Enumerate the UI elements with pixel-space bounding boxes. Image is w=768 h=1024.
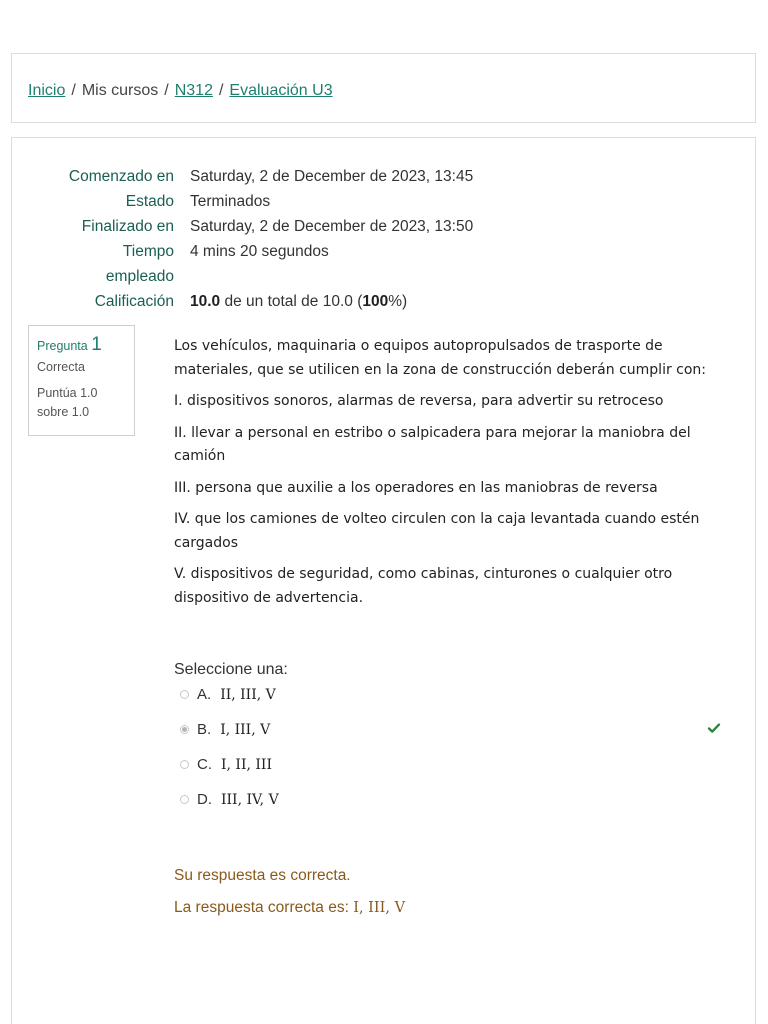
summary-row-started xyxy=(12,164,757,189)
question-info-box xyxy=(28,325,135,436)
answer-letter: A. xyxy=(197,686,212,703)
answer-options xyxy=(180,686,740,826)
question-grade xyxy=(37,384,126,422)
summary-value xyxy=(190,289,407,314)
grade-value: 10.0 xyxy=(190,293,221,310)
breadcrumb-mis-cursos: Mis cursos xyxy=(81,82,159,99)
summary-row-time-taken xyxy=(12,239,757,289)
attempt-summary-table xyxy=(12,164,757,314)
answer-option-c[interactable] xyxy=(180,756,740,791)
breadcrumb-separator: / xyxy=(218,82,224,99)
summary-label: Comenzado en xyxy=(68,168,174,185)
summary-row-grade xyxy=(12,289,757,314)
answer-letter: D. xyxy=(197,791,212,808)
question-title: Pregunta xyxy=(37,339,88,353)
answer-prompt: Seleccione una: xyxy=(174,661,288,678)
summary-label: Estado xyxy=(125,193,174,210)
grade-percent: 100 xyxy=(362,293,389,310)
radio-button[interactable] xyxy=(180,690,189,699)
summary-value: Saturday, 2 de December de 2023, 13:45 xyxy=(190,168,474,185)
summary-row-state xyxy=(12,189,757,214)
grade-text: de un total de 10.0 ( xyxy=(224,293,363,310)
summary-label-line: Tiempo xyxy=(122,243,174,260)
question-text xyxy=(174,335,714,618)
answer-text: II, III, V xyxy=(220,687,276,703)
breadcrumb-separator: / xyxy=(71,82,76,99)
breadcrumb xyxy=(28,82,333,100)
feedback-correct-value: I, III, V xyxy=(353,900,406,916)
answer-text: I, II, III xyxy=(221,757,272,773)
summary-label xyxy=(12,239,174,289)
question-item: V. dispositivos de seguridad, como cabinas, cinturones o cualquier otro dispositivo de advertencia. xyxy=(174,566,673,606)
question-item: I. dispositivos sonoros, alarmas de reversa, para advertir su retroceso xyxy=(174,393,664,409)
grade-percent-suffix: %) xyxy=(388,293,408,310)
question-number: 1 xyxy=(91,334,102,355)
summary-label: Finalizado en xyxy=(81,218,174,235)
answer-feedback xyxy=(174,860,405,924)
feedback-correct-answer xyxy=(174,892,405,924)
question-intro: Los vehículos, maquinaria o equipos autopropulsados de trasporte de materiales, que se utilicen en la zona de construcción deberán cumplir con: xyxy=(174,338,707,378)
answer-option-b[interactable] xyxy=(180,721,740,756)
feedback-result: Su respuesta es correcta. xyxy=(174,867,351,884)
summary-value: Saturday, 2 de December de 2023, 13:50 xyxy=(190,218,474,235)
check-icon xyxy=(707,721,721,735)
radio-button[interactable] xyxy=(180,760,189,769)
question-item: II. llevar a personal en estribo o salpicadera para mejorar la maniobra del camión xyxy=(174,424,691,464)
quiz-review-card xyxy=(11,137,756,1024)
radio-button-selected[interactable] xyxy=(180,725,189,734)
summary-label: Calificación xyxy=(94,293,174,310)
answer-text: III, IV, V xyxy=(221,792,279,808)
question-state: Correcta xyxy=(37,360,85,374)
question-number-label xyxy=(37,334,126,356)
question-grade-line: sobre 1.0 xyxy=(37,405,90,419)
breadcrumb-link-quiz[interactable]: Evaluación U3 xyxy=(229,82,333,99)
question-item: IV. que los camiones de volteo circulen con la caja levantada cuando estén cargados xyxy=(174,511,700,551)
breadcrumb-link-inicio[interactable]: Inicio xyxy=(28,82,66,99)
breadcrumb-separator: / xyxy=(164,82,169,99)
answer-letter: B. xyxy=(197,721,212,738)
summary-label-line: empleado xyxy=(105,268,174,285)
question-grade-line: Puntúa 1.0 xyxy=(37,386,98,400)
question-item: III. persona que auxilie a los operadores en las maniobras de reversa xyxy=(174,479,658,496)
breadcrumb-link-course[interactable]: N312 xyxy=(174,82,213,99)
feedback-correct-prefix: La respuesta correcta es: xyxy=(174,899,349,916)
breadcrumb-card xyxy=(11,53,756,123)
summary-value: Terminados xyxy=(190,193,271,210)
answer-option-a[interactable] xyxy=(180,686,740,721)
answer-letter: C. xyxy=(197,756,212,773)
summary-row-finished xyxy=(12,214,757,239)
radio-button[interactable] xyxy=(180,795,189,804)
answer-option-d[interactable] xyxy=(180,791,740,826)
summary-value: 4 mins 20 segundos xyxy=(190,243,329,260)
answer-text: I, III, V xyxy=(220,722,271,738)
